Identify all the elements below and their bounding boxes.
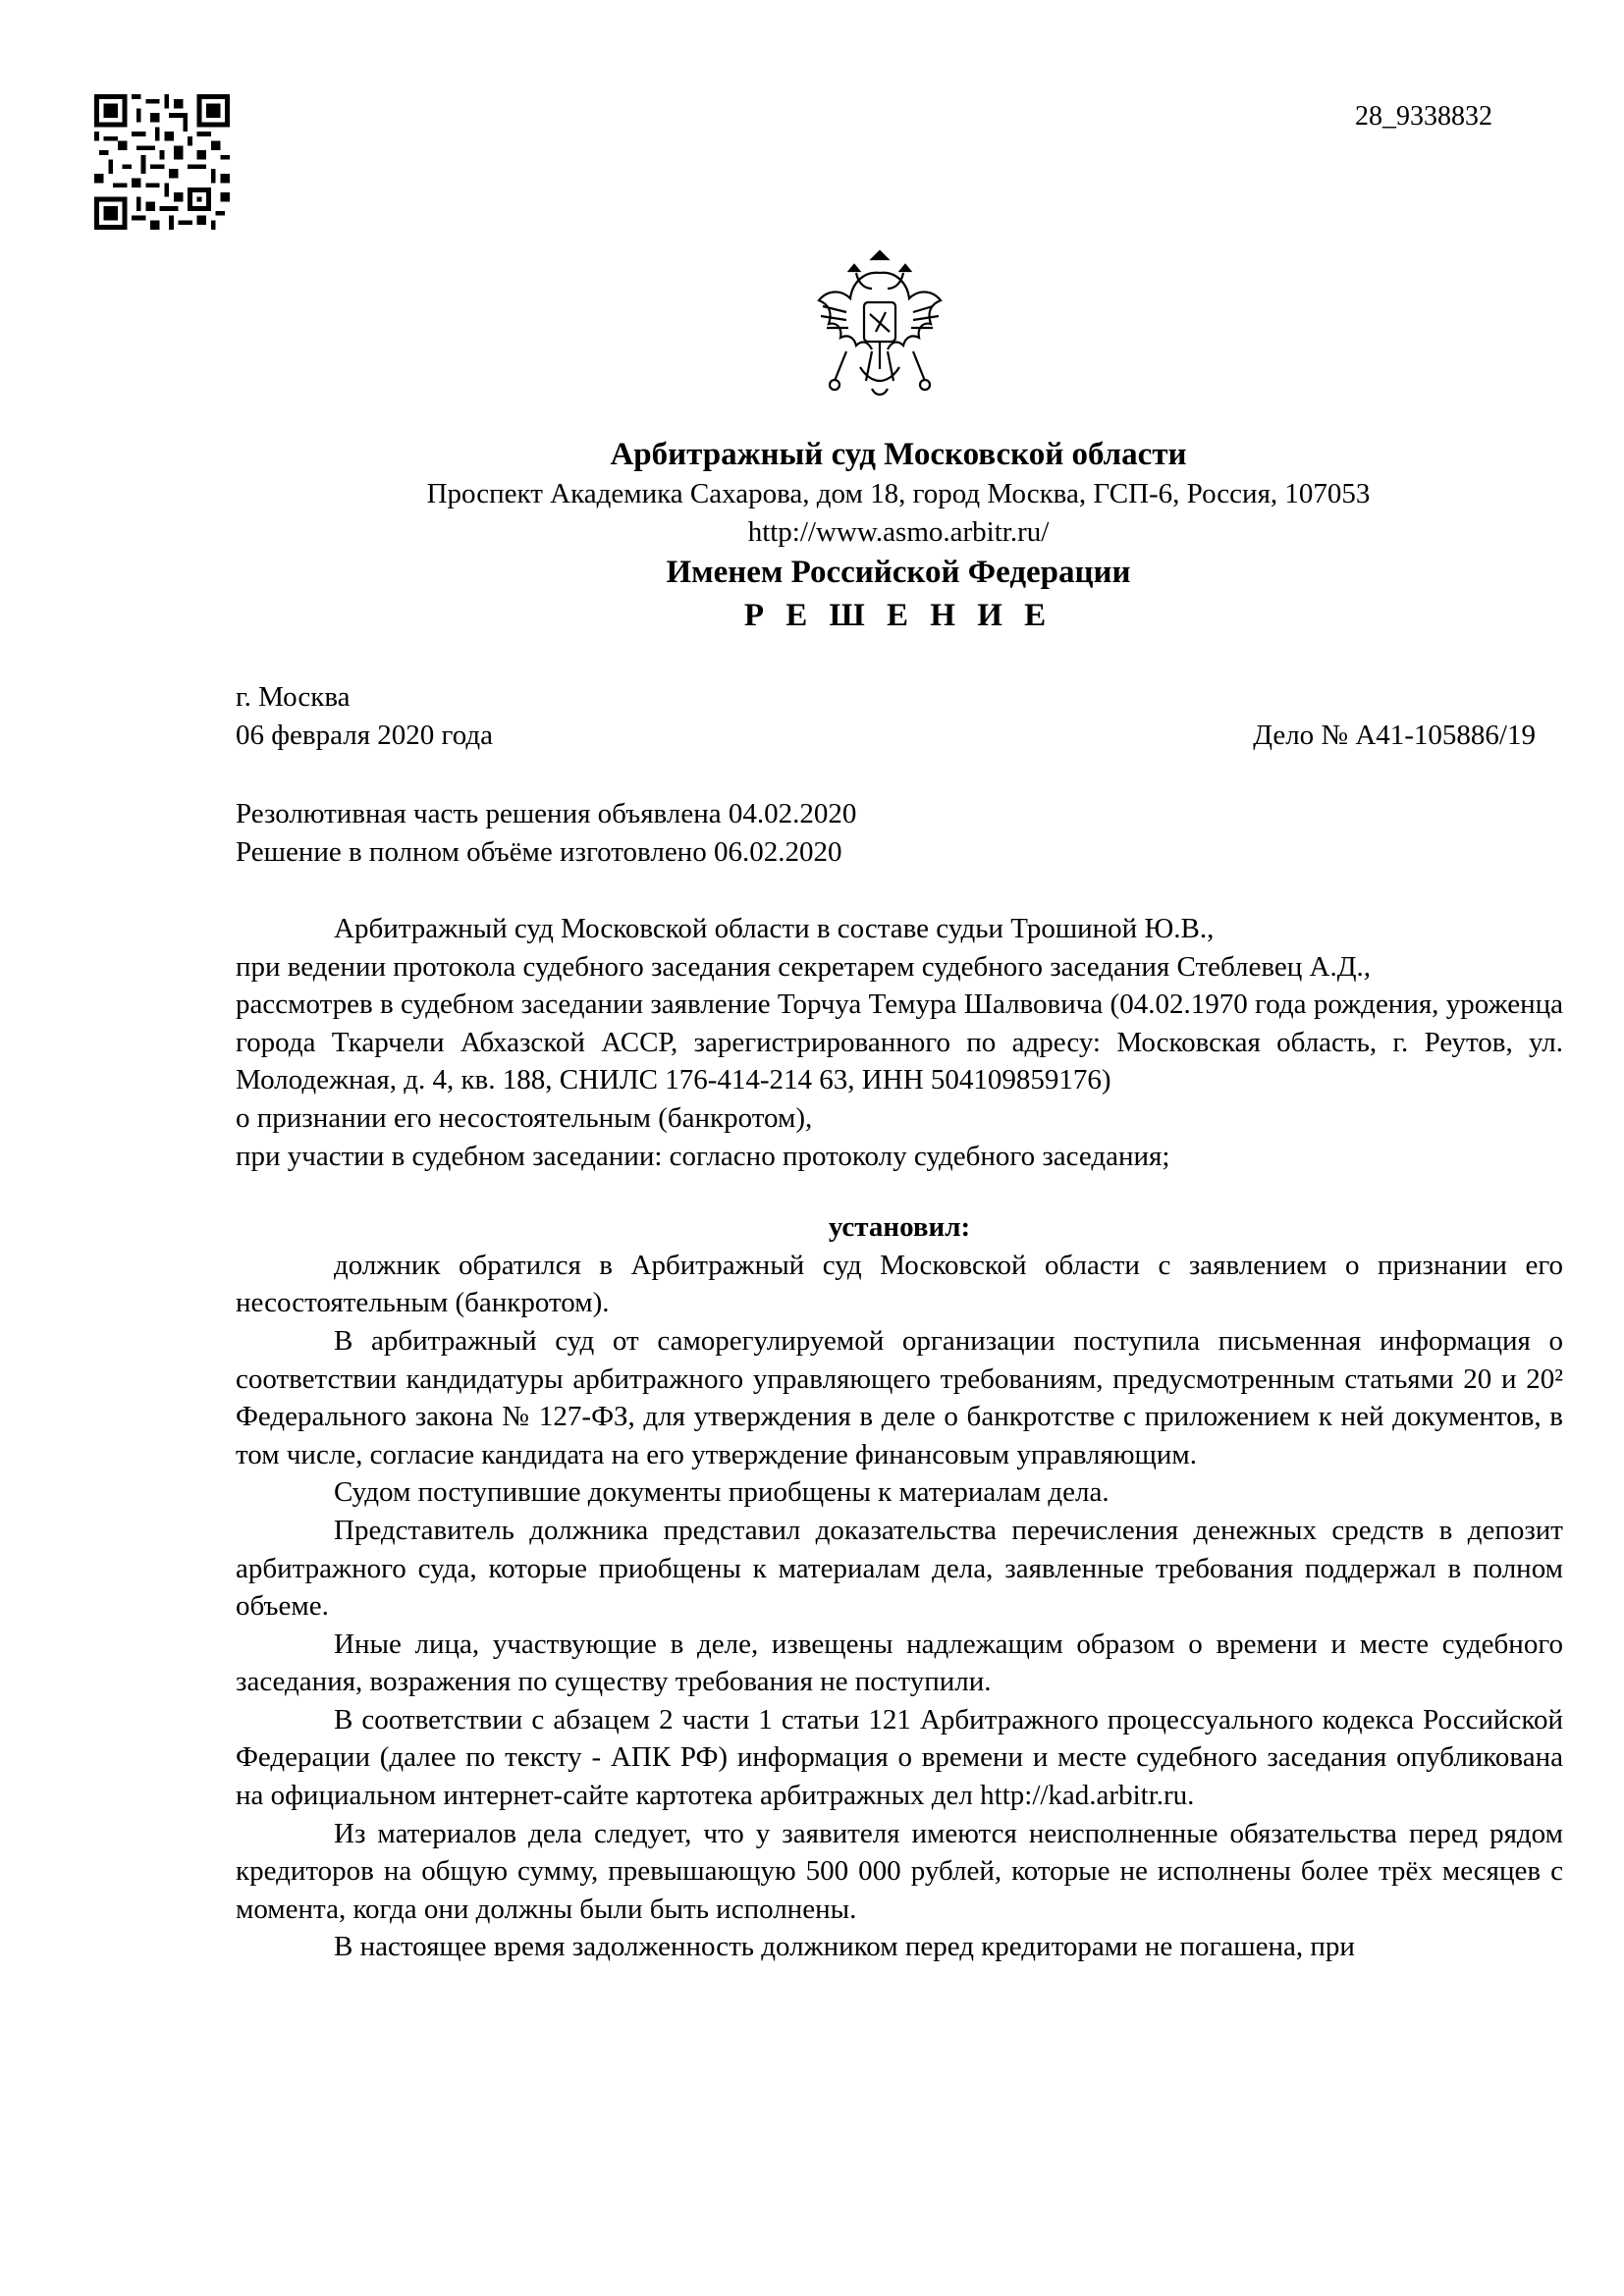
paragraph: В соответствии с абзацем 2 части 1 статьи 121 Арбитражного процессуального кодекса Российской Федерации (далее по тексту - АПК РФ) информация о времени и месте судебного заседания опубликована на официальном интернет-сайте картотека арбитражных дел http://kad.arbitr.ru. xyxy=(236,1703,1563,1812)
paragraph: Из материалов дела следует, что у заявителя имеются неисполненные обязательства перед рядом кредиторов на общую сумму, превышающую 500 000 рублей, которые не исполнены более трёх месяцев с момента, когда они должны были быть исполнены. xyxy=(236,1817,1563,1925)
document-id: 28_9338832 xyxy=(1355,101,1492,132)
section-heading: установил: xyxy=(828,1211,971,1244)
decision-body xyxy=(236,910,1563,1966)
qr-code-icon xyxy=(94,94,230,230)
paragraph: рассмотрев в судебном заседании заявление Торчуа Темура Шалвовича (04.02.1970 года рождения, уроженца города Ткарчели Абхазской АССР, зарегистрированного по адресу: Московская область, г. Реутов, ул. Молодежная, д. 4, кв. 188, СНИЛС 176-414-214 63, ИНН 504109859176) xyxy=(236,988,1563,1096)
court-website[interactable]: http://www.asmo.arbitr.ru/ xyxy=(747,516,1050,548)
case-number: Дело № А41-105886/19 xyxy=(1253,720,1536,751)
paragraph: о признании его несостоятельным (банкротом), xyxy=(236,1101,813,1134)
paragraph: при участии в судебном заседании: согласно протоколу судебного заседания; xyxy=(236,1140,1170,1172)
paragraph: Судом поступившие документы приобщены к материалам дела. xyxy=(334,1476,1110,1509)
full-text-line: Решение в полном объёме изготовлено 06.02.2020 xyxy=(236,836,842,868)
paragraph: должник обратился в Арбитражный суд Московской области с заявлением о признании его несостоятельным (банкротом). xyxy=(236,1249,1563,1319)
in-the-name-heading: Именем Российской Федерации xyxy=(666,555,1131,590)
court-address: Проспект Академика Сахарова, дом 18, город Москва, ГСП-6, Россия, 107053 xyxy=(426,478,1371,509)
paragraph: В арбитражный суд от саморегулируемой организации поступила письменная информация о соответствии кандидатуры арбитражного управляющего требованиям, предусмотренным статьями 20 и 20² Федерального закона № 127-ФЗ, для утверждения в деле о банкротстве с приложением к ней документов, в том числе, согласие кандидата на его утверждение финансовым управляющим. xyxy=(236,1324,1563,1470)
document-type-heading: Р Е Ш Е Н И Е xyxy=(743,598,1054,633)
paragraph: Иные лица, участвующие в деле, извещены надлежащим образом о времени и месте судебного заседания, возражения по существу требования не поступили. xyxy=(236,1628,1563,1698)
resolution-line: Резолютивная часть решения объявлена 04.02.2020 xyxy=(236,798,857,829)
decision-date: 06 февраля 2020 года xyxy=(236,720,494,751)
paragraph: при ведении протокола судебного заседания секретарем судебного заседания Стеблевец А.Д., xyxy=(236,950,1372,983)
paragraph: Представитель должника представил доказательства перечисления денежных средств в депозит арбитражного суда, которые приобщены к материалам дела, заявленные требования поддержал в полном объеме. xyxy=(236,1514,1563,1623)
court-name: Арбитражный суд Московской области xyxy=(610,437,1187,472)
paragraph: В настоящее время задолженность должником перед кредиторами не погашена, при xyxy=(334,1931,1355,1963)
city: г. Москва xyxy=(236,681,351,713)
coat-of-arms-icon xyxy=(807,243,952,408)
paragraph: Арбитражный суд Московской области в составе судьи Трошиной Ю.В., xyxy=(334,913,1215,944)
